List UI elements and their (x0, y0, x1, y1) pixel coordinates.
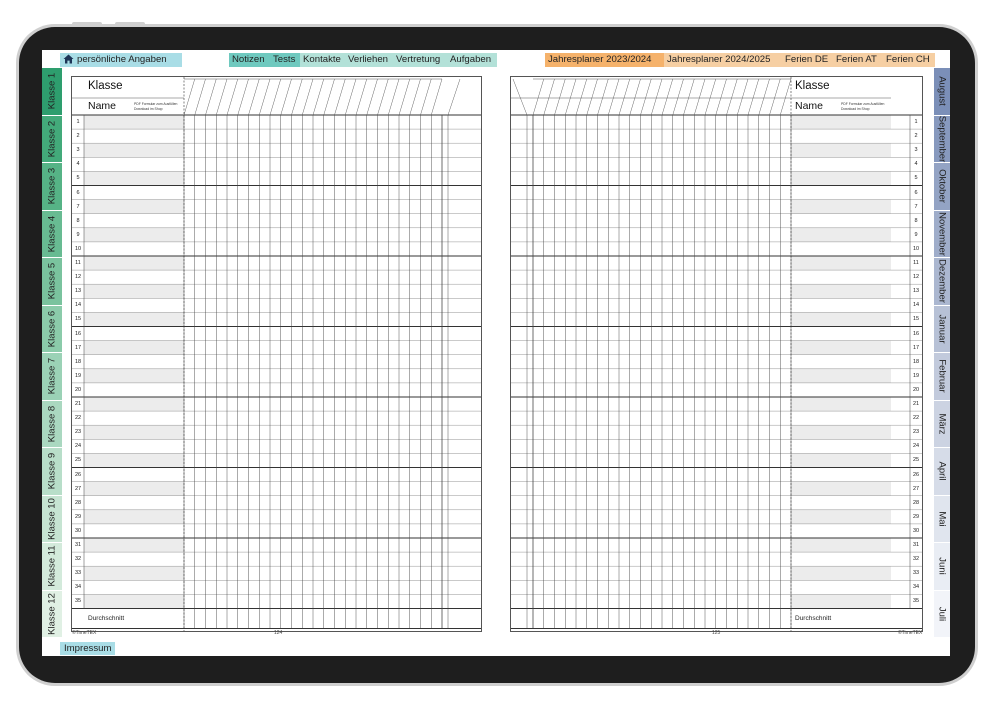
row-number: 1 (76, 119, 80, 125)
month-tab[interactable] (934, 591, 950, 638)
row-number: 9 (914, 231, 918, 238)
planner-screen (42, 50, 950, 656)
row-number: 10 (74, 245, 82, 252)
row-number: 12 (74, 274, 82, 281)
class-tab-label: Klasse 2 (46, 120, 58, 157)
tab-ferien-de[interactable] (782, 53, 833, 67)
tab-label: Ferien DE (785, 54, 829, 65)
grade-grid (511, 77, 922, 631)
row-number: 34 (74, 584, 82, 591)
row-number: 33 (74, 570, 82, 577)
pdf-note: PDF Formular zum Ausfüllen (841, 102, 885, 106)
row-number: 35 (912, 598, 920, 605)
class-tab-label: Klasse 1 (46, 73, 58, 110)
tab-label: Ferien AT (836, 54, 877, 65)
tab-notizen[interactable] (229, 53, 270, 67)
shop-note: Download im Shop (841, 107, 870, 111)
row-number: 5 (914, 175, 918, 182)
row-number: 29 (912, 513, 920, 520)
row-number: 14 (74, 302, 82, 309)
average-label: Durchschnitt (795, 614, 832, 622)
class-label: Klasse (795, 80, 830, 92)
tab-label: Kontakte (303, 54, 341, 65)
name-label: Name (795, 100, 824, 112)
month-tab[interactable] (934, 353, 950, 400)
month-tab[interactable] (934, 306, 950, 353)
tab-label: Jahresplaner 2024/2025 (667, 54, 771, 65)
row-number: 19 (74, 372, 82, 379)
brand-label: ©TimeTEX (898, 630, 923, 636)
top-navigation (42, 53, 950, 67)
row-number: 22 (912, 415, 920, 422)
class-tab[interactable] (42, 591, 62, 638)
row-number: 2 (914, 133, 918, 140)
row-number: 26 (912, 471, 920, 478)
row-number: 14 (912, 302, 920, 309)
month-tab-label: Dezember (936, 259, 948, 304)
row-number: 4 (914, 161, 918, 168)
month-tab-label: November (936, 211, 948, 256)
class-tab[interactable] (42, 163, 62, 210)
class-tab-label: Klasse 3 (46, 168, 58, 205)
row-number: 6 (914, 189, 918, 196)
row-number: 23 (912, 429, 920, 436)
row-number: 5 (76, 175, 80, 182)
tab-vertretung[interactable] (393, 53, 447, 67)
row-number: 16 (912, 330, 920, 337)
month-tab[interactable] (934, 211, 950, 258)
row-number: 32 (912, 556, 920, 563)
month-tab[interactable] (934, 116, 950, 163)
row-number: 16 (74, 330, 82, 337)
month-tab[interactable] (934, 258, 950, 305)
row-number: 1 (914, 119, 918, 125)
month-tab-label: April (936, 461, 948, 481)
row-number: 17 (74, 344, 82, 351)
class-tab-label: Klasse 11 (46, 545, 58, 587)
month-tab[interactable] (934, 401, 950, 448)
row-number: 10 (912, 245, 920, 252)
month-tab[interactable] (934, 496, 950, 543)
tab-aufgaben[interactable] (447, 53, 497, 67)
row-number: 24 (74, 443, 82, 450)
row-number: 27 (912, 485, 920, 492)
class-tab[interactable] (42, 116, 62, 163)
class-tab[interactable] (42, 448, 62, 495)
class-label: Klasse (88, 80, 123, 92)
row-number: 23 (74, 429, 82, 436)
tab-label: Jahresplaner 2023/2024 (548, 54, 652, 65)
page-number-right: 125 (712, 630, 721, 636)
pdf-note: PDF Formular zum Ausfüllen (134, 102, 178, 106)
row-number: 13 (74, 288, 82, 295)
tab-jahresplaner-2024-2025[interactable] (664, 53, 782, 67)
row-number: 13 (912, 288, 920, 295)
row-number: 34 (912, 584, 920, 591)
class-tab-label: Klasse 8 (46, 405, 58, 442)
row-number: 32 (74, 556, 82, 563)
month-tab-label: Juni (936, 557, 948, 575)
grade-grid (72, 77, 481, 631)
row-number: 15 (74, 316, 82, 323)
class-tab-label: Klasse 10 (46, 497, 58, 540)
row-number: 6 (76, 189, 80, 196)
row-number: 27 (74, 485, 82, 492)
class-tab-label: Klasse 6 (46, 310, 58, 347)
tab-persoenliche-angaben[interactable] (60, 53, 182, 67)
tab-label: Ferien CH (886, 54, 930, 65)
row-number: 7 (914, 203, 918, 210)
month-tabs (934, 68, 950, 638)
page-number-left: 124 (274, 630, 283, 636)
class-tab-label: Klasse 4 (46, 215, 58, 252)
row-number: 30 (912, 527, 920, 534)
row-number: 26 (74, 471, 82, 478)
row-number: 2 (76, 133, 80, 140)
row-number: 24 (912, 443, 920, 450)
row-number: 21 (912, 401, 920, 407)
row-number: 25 (74, 457, 82, 464)
month-tab-label: Mai (936, 511, 948, 527)
month-tab[interactable] (934, 68, 950, 115)
row-number: 12 (912, 274, 920, 281)
tab-label: persönliche Angaben (77, 54, 167, 65)
tab-jahresplaner-2023-2024[interactable] (545, 53, 664, 67)
row-number: 3 (76, 147, 80, 154)
tab-label: Notizen (232, 54, 265, 65)
class-tab[interactable] (42, 211, 62, 258)
month-tab-label: Oktober (936, 169, 948, 204)
row-number: 29 (74, 513, 82, 520)
tab-kontakte[interactable] (300, 53, 345, 67)
row-number: 18 (74, 358, 82, 365)
class-tab[interactable] (42, 306, 62, 353)
class-tab-label: Klasse 7 (46, 358, 58, 395)
row-number: 18 (912, 358, 920, 365)
class-tab-label: Klasse 9 (46, 453, 58, 490)
class-tab[interactable] (42, 401, 62, 448)
tab-tests[interactable] (270, 53, 300, 67)
row-number: 22 (74, 415, 82, 422)
grade-sheet-right (510, 76, 923, 632)
row-number: 20 (74, 386, 82, 393)
home-icon (63, 54, 74, 64)
row-number: 11 (75, 260, 81, 266)
row-number: 19 (912, 372, 920, 379)
month-tab[interactable] (934, 163, 950, 210)
row-number: 28 (912, 499, 920, 506)
class-tabs (42, 68, 62, 638)
row-number: 8 (914, 217, 918, 224)
average-label: Durchschnitt (88, 614, 125, 622)
month-tab-label: September (936, 115, 948, 162)
tab-label: Tests (273, 54, 296, 65)
name-label: Name (88, 100, 117, 112)
class-tab[interactable] (42, 496, 62, 543)
month-tab-label: August (936, 76, 948, 107)
month-tab[interactable] (934, 448, 950, 495)
row-number: 35 (74, 598, 82, 605)
row-number: 4 (76, 161, 80, 168)
grade-sheet-left (71, 76, 482, 632)
row-number: 20 (912, 386, 920, 393)
row-number: 25 (912, 457, 920, 464)
tab-label: Vertretung (396, 54, 441, 65)
tab-label: Verliehen (348, 54, 389, 65)
brand-label: ©TimeTEX (72, 630, 97, 636)
class-tab[interactable] (42, 68, 62, 115)
tab-label: Aufgaben (450, 54, 492, 65)
month-tab-label: Februar (936, 359, 948, 393)
tab-ferien-ch[interactable] (883, 53, 935, 67)
month-tab-label: Januar (936, 314, 948, 344)
tab-ferien-at[interactable] (833, 53, 883, 67)
row-number: 21 (74, 401, 82, 407)
shop-note: Download im Shop (134, 107, 163, 111)
class-tab-label: Klasse 5 (46, 263, 58, 300)
month-tab[interactable] (934, 543, 950, 590)
row-number: 31 (74, 542, 82, 548)
row-number: 9 (76, 231, 80, 238)
row-number: 31 (912, 542, 920, 548)
class-tab[interactable] (42, 258, 62, 305)
month-tab-label: Juli (936, 606, 948, 621)
row-number: 11 (913, 260, 919, 266)
row-number: 30 (74, 527, 82, 534)
class-tab[interactable] (42, 353, 62, 400)
row-number: 7 (76, 203, 80, 210)
row-number: 28 (74, 499, 82, 506)
tab-verliehen[interactable] (345, 53, 393, 67)
row-number: 17 (912, 344, 920, 351)
month-tab-label: März (936, 413, 948, 435)
row-number: 33 (912, 570, 920, 577)
impressum-link[interactable]: Impressum (60, 642, 115, 655)
row-number: 3 (914, 147, 918, 154)
class-tab[interactable] (42, 543, 62, 590)
row-number: 15 (912, 316, 920, 323)
row-number: 8 (76, 217, 80, 224)
class-tab-label: Klasse 12 (46, 592, 58, 635)
